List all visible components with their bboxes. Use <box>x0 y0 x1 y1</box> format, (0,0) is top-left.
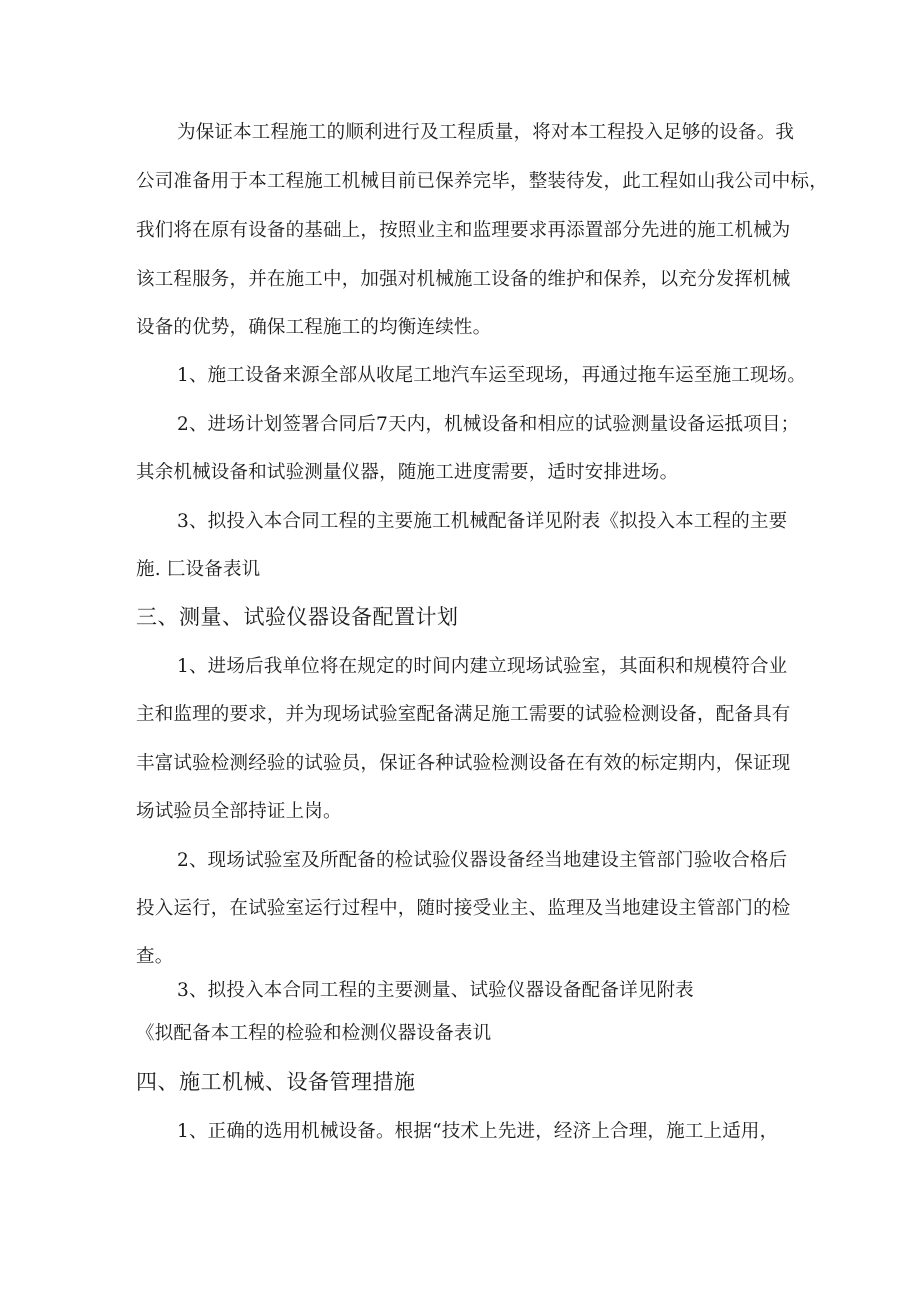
lab-item-1-line-1: 1、进场后我单位将在规定的时间内建立现场试验室，其面积和规模符合业 <box>177 656 788 677</box>
lab-item-1-line-2: 主和监理的要求，并为现场试验室配备满足施工需要的试验检测设备，配备具有 <box>136 704 791 725</box>
intro-line-4: 该工程服务，并在施工中，加强对机械施工设备的维护和保养，以充分发挥机械 <box>136 269 791 290</box>
lab-item-1-line-4: 场试验员全部持证上岗。 <box>136 801 342 822</box>
equipment-item-3-line-1: 3、拟投入本合同工程的主要施工机械配备详见附表《拟投入本工程的主要 <box>177 511 788 532</box>
lab-item-2-line-1: 2、现场试验室及所配备的检试验仪器设备经当地建设主管部门验收合格后 <box>177 850 788 871</box>
lab-item-2-line-3: 查。 <box>136 946 174 967</box>
equipment-item-2-line-2: 其余机械设备和试验测量仪器，随施工进度需要，适时安排进场。 <box>136 462 679 483</box>
equipment-item-2-line-1: 2、进场计划签署合同后7天内，机械设备和相应的试验测量设备运抵项目； <box>177 414 800 435</box>
equipment-item-3-line-2: 施. 匚设备表讥 <box>136 559 261 580</box>
section-3-heading: 三、测量、试验仪器设备配置计划 <box>136 605 459 629</box>
intro-line-1: 为保证本工程施工的顺利进行及工程质量，将对本工程投入足够的设备。我 <box>177 122 795 143</box>
equipment-item-1: 1、施工设备来源全部从收尾工地汽车运至现场，再通过拖车运至施工现场。 <box>177 365 807 386</box>
lab-item-3-line-2: 《拟配备本工程的检验和检测仪器设备表讥 <box>136 1023 492 1044</box>
intro-line-5: 设备的优势，确保工程施工的均衡连续性。 <box>136 317 492 338</box>
intro-line-3: 我们将在原有设备的基础上，按照业主和监理要求再添置部分先进的施工机械为 <box>136 220 791 241</box>
lab-item-2-line-2: 投入运行，在试验室运行过程中，随时接受业主、监理及当地建设主管部门的检 <box>136 898 791 919</box>
section-4-heading: 四、施工机械、设备管理措施 <box>136 1070 416 1094</box>
intro-line-2: 公司准备用于本工程施工机械目前已保养完毕，整装待发，此工程如山我公司中标， <box>136 171 828 192</box>
lab-item-3-line-1: 3、拟投入本合同工程的主要测量、试验仪器设备配备详见附表 <box>177 980 694 1001</box>
lab-item-1-line-3: 丰富试验检测经验的试验员，保证各种试验检测设备在有效的标定期内，保证现 <box>136 753 791 774</box>
management-item-1: 1、正确的选用机械设备。根据“技术上先进，经济上合理，施工上适用， <box>177 1121 779 1142</box>
